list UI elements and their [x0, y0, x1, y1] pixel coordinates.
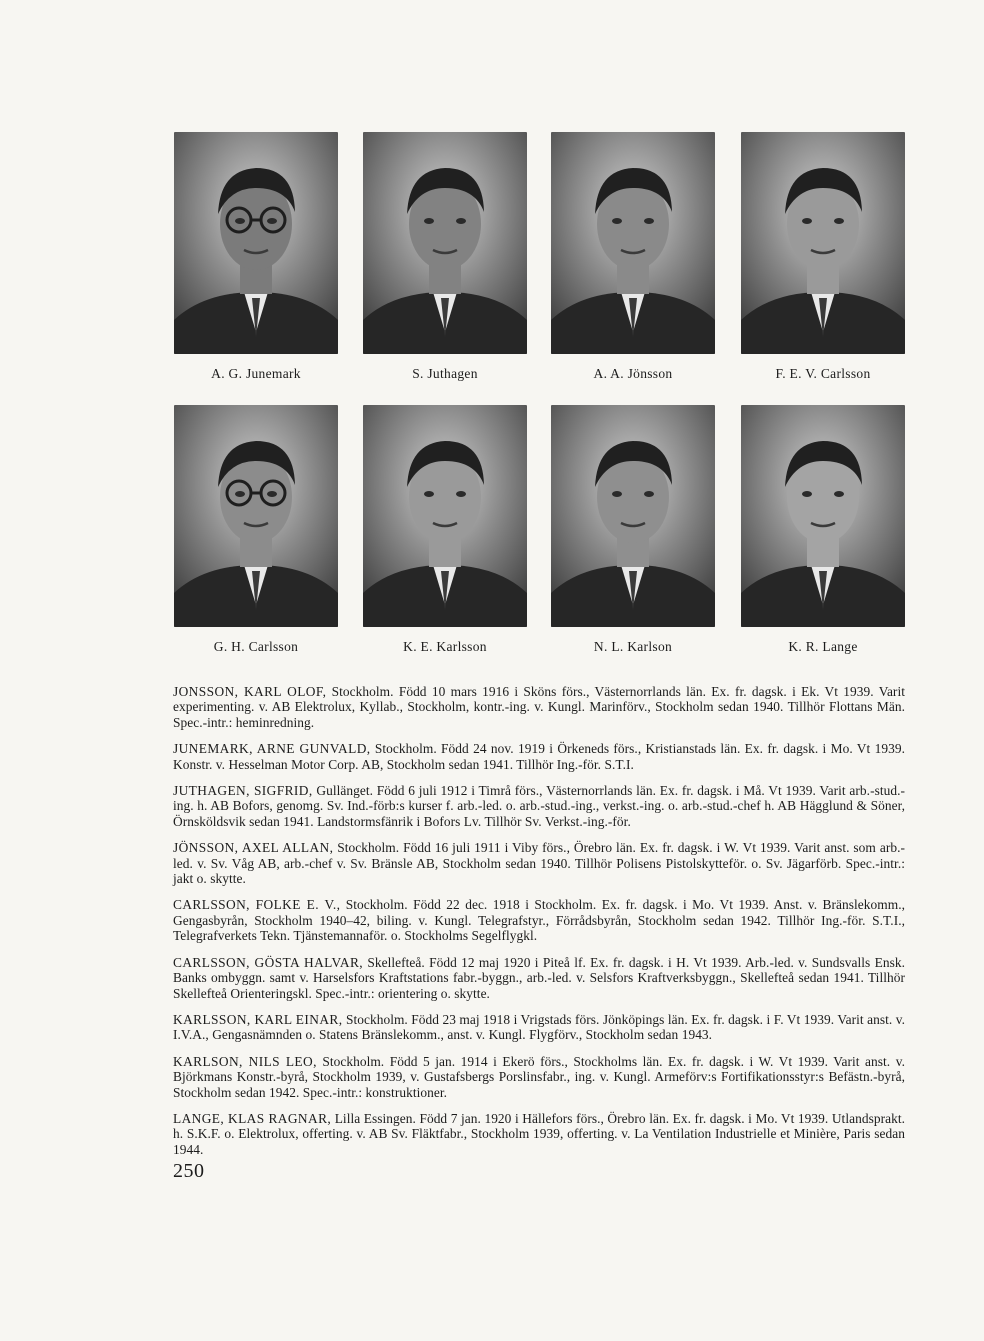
biography-text: Stockholm. Född 24 nov. 1919 i Örkeneds förs., Kristianstads län. Ex. fr. dagsk. i Mo. Vt 1939. Konstr. v. Hesselman Motor Corp. AB, Stockholm sedan 1941. Tillhör Ing.-för. S.T.I.	[173, 741, 905, 772]
portrait-photo	[741, 405, 905, 627]
biography-name: JÖNSSON, AXEL ALLAN,	[173, 840, 334, 856]
portrait-image	[363, 405, 527, 627]
biography-name: CARLSSON, FOLKE E. V.,	[173, 897, 341, 913]
biography-name: JONSSON, KARL OLOF,	[173, 684, 327, 699]
biography-name: KARLSSON, KARL EINAR,	[173, 1011, 343, 1027]
portrait-cell	[548, 405, 718, 655]
portrait-cell	[360, 405, 530, 655]
biography-text: Stockholm. Född 10 mars 1916 i Sköns förs., Västernorrlands län. Ex. fr. dagsk. i Ek. Vt 1939. Varit experimenting. v. AB Elektrolux, Kyllab., Stockholm, kontr.-ing. v. Kungl. Marinförv., Stockholm sedan 1940. Tillhör Flottans Män. Spec.-intr.: heminredning.	[173, 684, 905, 730]
portrait-caption: N. L. Karlson	[593, 639, 673, 654]
biography-name: LANGE, KLAS RAGNAR,	[173, 1110, 332, 1126]
portrait-caption: K. R. Lange	[788, 639, 858, 654]
portrait-photo	[551, 132, 715, 354]
portrait-photo	[174, 132, 338, 354]
biography-entry	[173, 1054, 905, 1100]
biography-entry	[173, 684, 905, 730]
portrait-photo	[741, 132, 905, 354]
biography-text: Skellefteå. Född 12 maj 1920 i Piteå lf. Ex. fr. dagsk. i H. Vt 1939. Arb.-led. v. Sundsvalls Ensk. Banks ombyggn. samt v. Harselsfors Kraftstations fabr.-byggn., arb.-led. v. Selsfors Kraftverksbyggn., Skellefteå sedan 1941. Tillhör Skellefteå Orienteringskl. Spec.-intr.: orientering o. skytte.	[173, 954, 905, 1001]
biography-text: Stockholm. Född 16 juli 1911 i Viby förs., Örebro län. Ex. fr. dagsk. i W. Vt 1939. Varit anst. som arb.-led. v. Sv. Våg AB, arb.-chef v. Sv. Bränsle AB, Stockholm sedan 1940. Tillhör Polisens Pistolskytteför. o. Sv. Jägarförb. Spec.-intr.: jakt o. skytte.	[173, 840, 905, 887]
portrait-caption: S. Juthagen	[412, 366, 478, 381]
biography-entry	[173, 955, 905, 1001]
portrait-cell	[738, 405, 908, 655]
portrait-photo	[363, 405, 527, 627]
portrait-photo	[174, 405, 338, 627]
portrait-cell	[738, 132, 908, 382]
portrait-cell	[548, 132, 718, 382]
biography-entry	[173, 1111, 905, 1157]
biography-entry	[173, 1012, 905, 1043]
portrait-caption: G. H. Carlsson	[213, 639, 299, 654]
biography-name: JUTHAGEN, SIGFRID,	[173, 783, 313, 799]
portrait-caption: A. G. Junemark	[211, 366, 301, 381]
biography-text: Stockholm. Född 22 dec. 1918 i Stockholm. Ex. fr. dagsk. i Mo. Vt 1939. Anst. v. Bränslekomm., Gengasbyrån, Stockholm 1940–42, biling. v. Kungl. Telegrafstyr., Förrådsbyrån, Stockholm sedan 1942. Tillhör Ing.-för. S.T.I., Telegrafverkets Tekn. Tjänstemannaför. o. Stockholms Segelflygkl.	[173, 897, 905, 944]
biography-entry	[173, 897, 905, 943]
biography-name: JUNEMARK, ARNE GUNVALD,	[173, 741, 371, 757]
portrait-image	[551, 405, 715, 627]
biography-text: Lilla Essingen. Född 7 jan. 1920 i Hällefors förs., Örebro län. Ex. fr. dagsk. i Mo. Vt 1939. Utlandsprakt. h. S.K.F. o. Elektrolux, offerting. v. AB Sv. Fläktfabr., Stockholm 1939, offerting. v. La Ventilation Industrielle et Minière, Paris sedan 1944.	[173, 1110, 905, 1157]
biography-text: Stockholm. Född 23 maj 1918 i Vrigstads förs. Jönköpings län. Ex. fr. dagsk. i F. Vt 1939. Varit anst. v. I.V.A., Gengasnämnden o. Statens Bränslekomm., anst. v. Kungl. Flygförv., Stockholm sedan 1943.	[173, 1011, 905, 1043]
portrait-image	[741, 132, 905, 354]
portrait-image	[363, 132, 527, 354]
biography-name: CARLSSON, GÖSTA HALVAR,	[173, 954, 364, 970]
biography-text: Stockholm. Född 5 jan. 1914 i Ekerö förs., Stockholms län. Ex. fr. dagsk. i W. Vt 1939. Varit anst. v. Björkmans Konstr.-byrå, Stockholm 1939, v. Gustafsbergs Porslinsfabr., ing. v. Kungl. Armeförv:s Fortifikationsstyr:s Befästn.-byrå, Stockholm sedan 1942. Spec.-intr.: konstruktioner.	[173, 1053, 905, 1100]
biography-name: KARLSON, NILS LEO,	[173, 1053, 317, 1069]
portrait-cell	[360, 132, 530, 382]
portrait-caption: K. E. Karlsson	[403, 639, 487, 654]
portrait-image	[551, 132, 715, 354]
biography-entry	[173, 741, 905, 772]
biography-entry	[173, 783, 905, 829]
biography-entry	[173, 840, 905, 886]
portrait-cell	[171, 132, 341, 382]
portrait-photo	[551, 405, 715, 627]
page-number: 250	[173, 1160, 205, 1182]
biography-text: Gullänget. Född 6 juli 1912 i Timrå förs., Västernorrlands län. Ex. fr. dagsk. i Må. Vt 1939. Varit arb.-stud.-ing. h. AB Bofors, genomg. Sv. Ind.-förb:s kurser f. arb.-led. o. arb.-stud.-ing., verkst.-ing. o. arb.-stud.-chef h. AB Hägglund & Söner, Örnsköldsvik sedan 1941. Landstormsfänrik i Bofors Lv. Tillhör Sv. Verkst.-ing.-för.	[173, 783, 906, 829]
portrait-cell	[171, 405, 341, 655]
portrait-caption: F. E. V. Carlsson	[775, 366, 871, 381]
portrait-image	[174, 405, 338, 627]
portrait-photo	[363, 132, 527, 354]
portrait-image	[741, 405, 905, 627]
portrait-caption: A. A. Jönsson	[593, 366, 673, 381]
biography-list	[173, 684, 905, 1168]
portrait-image	[174, 132, 338, 354]
